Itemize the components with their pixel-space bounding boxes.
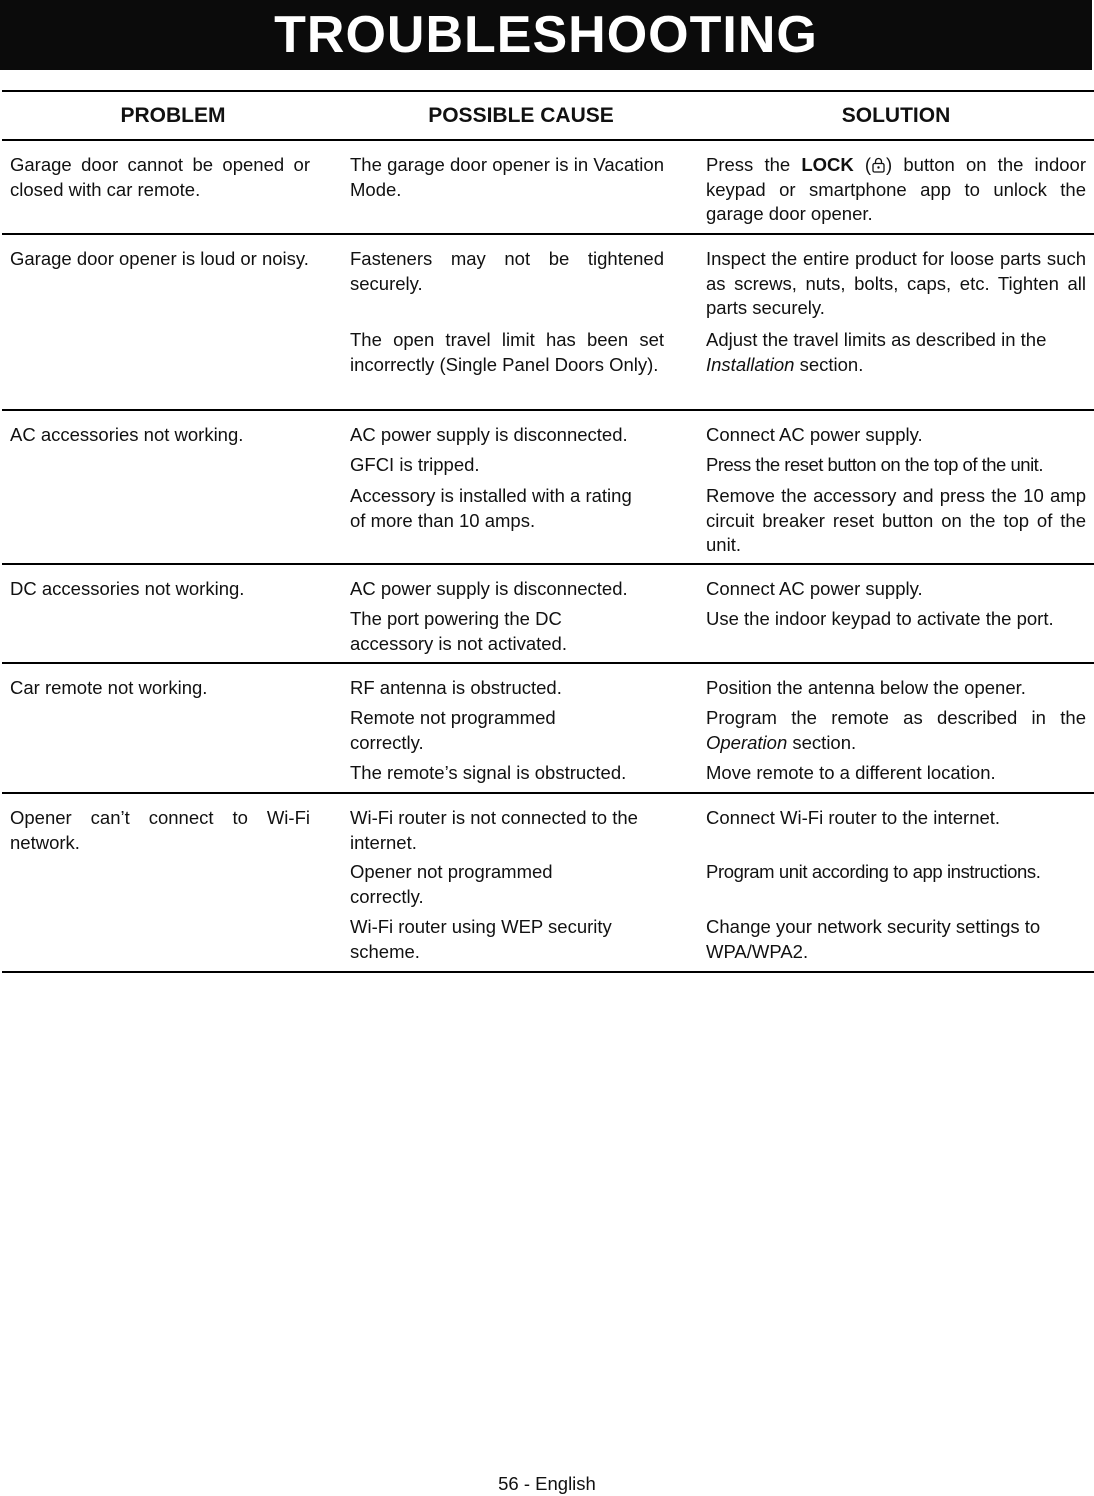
header-problem: PROBLEM [120,103,226,127]
solution-cell: Use the indoor keypad to activate the port. [706,608,1054,629]
solution-cell: Move remote to a different location. [706,762,996,783]
lock-label: LOCK [801,154,854,175]
cause-cell: AC power supply is disconnected. [350,424,628,445]
problem-cell: Garage door opener is loud or noisy. [10,248,309,269]
problem-cell: Garage door cannot be opened or closed with car remote. [10,154,310,200]
cause-cell: Opener not programmed correctly. [350,861,553,907]
table-row [2,141,1094,235]
solution-cell: Inspect the entire product for loose parts such as screws, nuts, bolts, caps, etc. Tighten all parts securely. [706,248,1086,318]
table-row [2,664,1094,794]
cause-cell: Wi-Fi router is not connected to the internet. [350,807,638,853]
page-title-banner: TROUBLESHOOTING [0,0,1092,70]
table-header [2,90,1094,141]
header-solution: SOLUTION [841,103,951,127]
cause-cell: RF antenna is obstructed. [350,677,562,698]
solution-cell: Program unit according to app instructions. [706,861,1041,882]
lock-icon [872,157,885,173]
problem-cell: AC accessories not working. [10,424,244,445]
cause-cell: The remote’s signal is obstructed. [350,762,627,783]
solution-cell: Press the reset button on the top of the unit. [706,454,1043,475]
cause-cell: Remote not programmed correctly. [350,707,556,753]
cause-cell: Accessory is installed with a rating of more than 10 amps. [350,485,632,531]
solution-cell: Change your network security settings to WPA/WPA2. [706,916,1041,962]
cause-cell: GFCI is tripped. [350,454,480,475]
cause-cell: The garage door opener is in Vacation Mode. [350,154,664,200]
table-row [2,235,1094,411]
problem-cell: Opener can’t connect to Wi-Fi network. [10,807,310,853]
solution-cell: Press the LOCK ( ) button on the indoor keypad or smartphone app to unlock the garage door opener. [706,154,1086,224]
solution-cell: Connect Wi-Fi router to the internet. [706,807,1001,828]
table-row [2,794,1094,973]
problem-cell: DC accessories not working. [10,578,245,599]
problem-cell: Car remote not working. [10,677,208,698]
cause-cell: Fasteners may not be tightened securely. [350,248,664,294]
solution-cell: Connect AC power supply. [706,578,923,599]
cause-cell: The port powering the DC accessory is not activated. [350,608,567,654]
cause-cell: AC power supply is disconnected. [350,578,628,599]
solution-cell: Program the remote as described in the Operation section. [706,707,1086,753]
solution-cell: Position the antenna below the opener. [706,677,1026,698]
solution-cell: Adjust the travel limits as described in the Installation section. [706,329,1047,375]
cause-cell: The open travel limit has been set incorrectly (Single Panel Doors Only). [350,329,664,375]
page-number: 56 - English [498,1473,596,1494]
table-row [2,411,1094,565]
troubleshooting-table [2,90,1094,973]
solution-cell: Connect AC power supply. [706,424,923,445]
cause-cell: Wi-Fi router using WEP security scheme. [350,916,612,962]
header-possible-cause: POSSIBLE CAUSE [428,103,614,127]
solution-cell: Remove the accessory and press the 10 amp circuit breaker reset button on the top of the unit. [706,485,1086,555]
table-row [2,565,1094,664]
